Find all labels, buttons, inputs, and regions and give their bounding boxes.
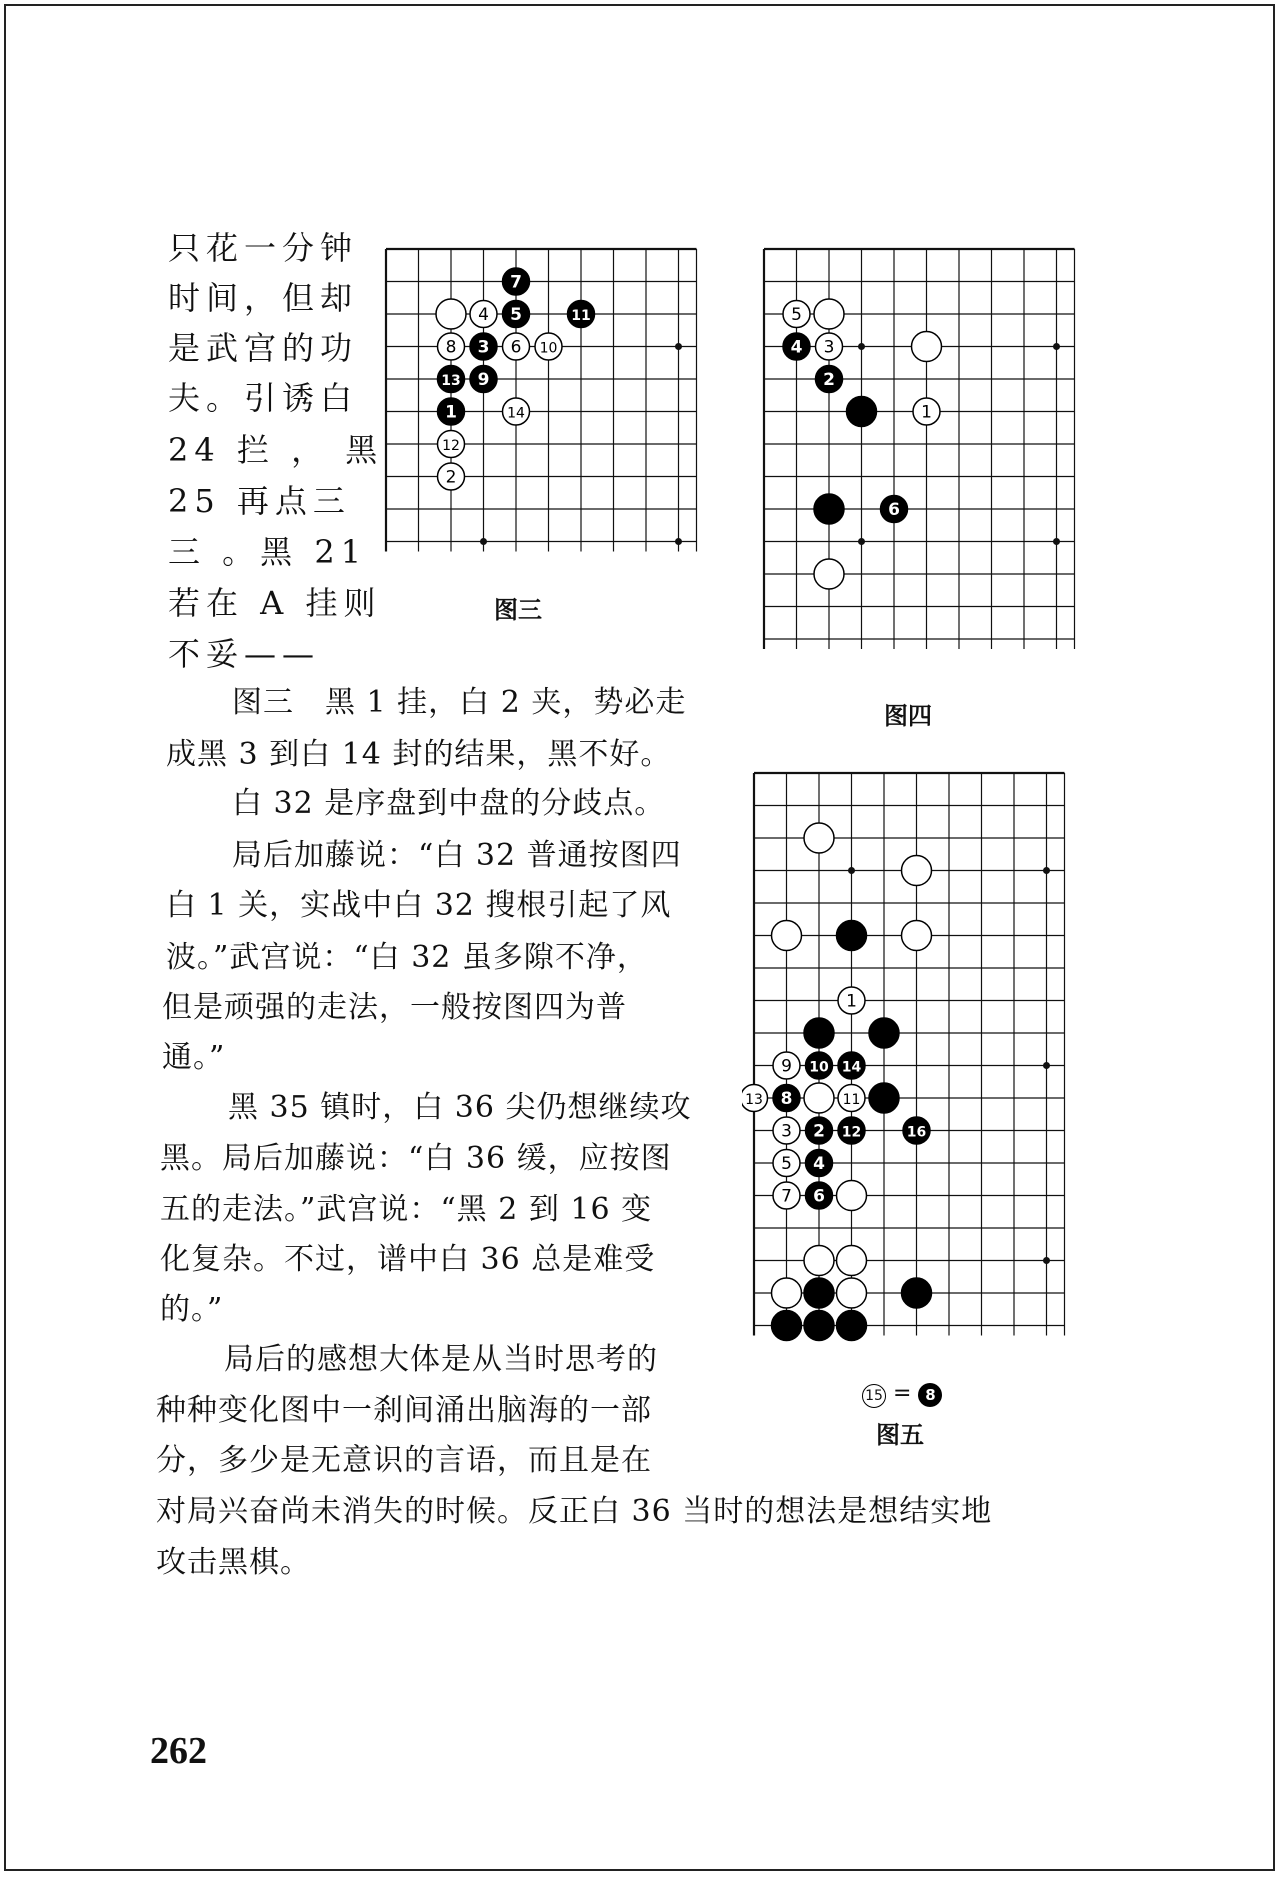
white-stone-disc	[837, 1181, 867, 1211]
star-point	[480, 538, 487, 545]
body-line: 种种变化图中一刹间涌出脑海的一部	[156, 1393, 652, 1428]
body-line: 黑 35 镇时，白 36 尖仍想继续攻	[228, 1090, 692, 1125]
move-number: 4	[478, 305, 489, 325]
body-line: 分，多少是无意识的言语，而且是在	[156, 1443, 652, 1478]
star-point	[1043, 1062, 1050, 1069]
star-point	[1053, 343, 1060, 350]
black-stone	[806, 1117, 833, 1144]
white-stone	[438, 333, 465, 360]
black-stone	[881, 496, 908, 523]
move-number: 12	[442, 438, 460, 454]
board-grid	[386, 249, 697, 552]
white-stone	[913, 398, 940, 425]
star-point	[675, 538, 682, 545]
move-number: 3	[477, 337, 490, 358]
page-number: 262	[150, 1730, 207, 1772]
move-number: 16	[906, 1124, 927, 1141]
body-line: 的。”	[160, 1292, 224, 1327]
white-stone	[773, 1150, 800, 1177]
white-stone	[503, 398, 530, 425]
narrow-line: 24 拦 ， 黑	[168, 431, 384, 469]
body-line: 波。”武宫说：“白 32 虽多隙不净，	[166, 940, 648, 975]
caption-fig3: 图三	[494, 596, 542, 624]
body-line: 黑。局后加藤说：“白 36 缓，应按图	[160, 1141, 672, 1176]
board-grid	[764, 249, 1075, 649]
white-stone-disc	[902, 856, 932, 886]
white-stone	[912, 332, 942, 362]
black-stone-disc	[772, 1311, 802, 1341]
body-line: 局后的感想大体是从当时思考的	[224, 1342, 658, 1377]
black-stone	[438, 398, 465, 425]
caption-fig4: 图四	[884, 702, 932, 730]
black-stone	[869, 1083, 899, 1113]
narrow-line: 夫。引诱白	[168, 379, 359, 417]
body-line: 攻击黑棋。	[156, 1545, 311, 1580]
body-line: 对局兴奋尚未消失的时候。反正白 36 当时的想法是想结实地	[156, 1494, 993, 1529]
move-number: 10	[539, 340, 558, 357]
body-line: 成黑 3 到白 14 封的结果，黑不好。	[166, 737, 672, 772]
narrow-line: 若在 A 挂则	[168, 584, 382, 622]
move-number: 1	[921, 402, 932, 423]
black-stone	[869, 1018, 899, 1048]
move-number: 2	[445, 467, 457, 488]
black-stone-disc	[804, 1018, 834, 1048]
black-stone	[806, 1052, 833, 1079]
star-point	[848, 867, 855, 874]
body-line: 局后加藤说：“白 32 普通按图四	[232, 838, 682, 873]
black-stone	[503, 268, 530, 295]
black-stone	[568, 301, 595, 328]
caption-fig5: 图五	[876, 1421, 924, 1449]
white-stone	[436, 299, 466, 329]
black-stone	[503, 301, 530, 328]
black-stone	[902, 1278, 932, 1308]
white-stone-disc	[436, 299, 466, 329]
body-line: 通。”	[162, 1040, 226, 1075]
black-stone	[806, 1182, 833, 1209]
white-stone	[838, 1085, 865, 1112]
black-stone	[470, 333, 497, 360]
move-number: 5	[510, 305, 522, 325]
go-diagram-fig4	[758, 244, 1078, 664]
white-stone	[783, 301, 810, 328]
white-stone	[773, 1117, 800, 1144]
white-stone	[772, 921, 802, 951]
narrow-line: 只花一分钟	[168, 229, 359, 267]
move-number: 3	[781, 1121, 792, 1142]
black-stone-label: 8	[918, 1383, 942, 1407]
white-stone-disc	[804, 823, 834, 853]
black-stone-disc	[837, 1311, 867, 1341]
white-stone	[742, 1085, 768, 1112]
narrow-line: 25 再点三	[168, 482, 351, 520]
move-number: 11	[571, 308, 591, 324]
white-stone-disc	[912, 332, 942, 362]
white-stone-disc	[837, 1246, 867, 1276]
black-stone	[470, 366, 497, 393]
black-stone-disc	[869, 1018, 899, 1048]
white-stone	[902, 921, 932, 951]
white-stone	[535, 333, 562, 360]
star-point	[1053, 538, 1060, 545]
move-number: 1	[445, 402, 457, 423]
move-number: 12	[841, 1124, 862, 1141]
white-stone-disc	[804, 1083, 834, 1113]
black-stone	[903, 1117, 930, 1144]
white-stone	[438, 431, 465, 458]
white-stone	[773, 1182, 800, 1209]
white-stone-disc	[814, 299, 844, 329]
move-number: 2	[813, 1121, 825, 1142]
narrow-line: 三 。黑 21	[168, 533, 368, 571]
black-stone-disc	[837, 921, 867, 951]
white-stone-label: 15	[862, 1384, 886, 1408]
go-diagram-fig3	[382, 244, 702, 564]
equals-sign: =	[893, 1381, 912, 1406]
white-stone-disc	[902, 921, 932, 951]
black-stone-disc	[847, 397, 877, 427]
move-number: 7	[510, 272, 522, 293]
body-line: 白 32 是序盘到中盘的分歧点。	[232, 786, 666, 821]
black-stone	[783, 333, 810, 360]
white-stone	[804, 823, 834, 853]
white-stone-disc	[814, 559, 844, 589]
black-stone	[814, 494, 844, 524]
white-stone-disc	[804, 1246, 834, 1276]
move-number: 7	[781, 1186, 792, 1207]
white-stone	[837, 1278, 867, 1308]
move-number: 9	[781, 1056, 792, 1077]
narrow-line: 是武宫的功	[168, 329, 359, 367]
black-stone-disc	[814, 494, 844, 524]
narrow-line: 不妥——	[168, 635, 321, 673]
white-stone	[772, 1278, 802, 1308]
white-stone	[470, 301, 497, 328]
body-line: 五的走法。”武宫说：“黑 2 到 16 变	[160, 1192, 653, 1227]
move-number: 6	[888, 500, 900, 520]
black-stone	[804, 1018, 834, 1048]
black-stone	[773, 1085, 800, 1112]
black-stone	[837, 921, 867, 951]
move-number: 14	[507, 405, 525, 422]
white-stone	[816, 333, 843, 360]
body-line: 图三 黑 1 挂，白 2 夹，势必走	[232, 685, 687, 720]
black-stone	[804, 1311, 834, 1341]
white-stone	[814, 559, 844, 589]
move-number: 6	[510, 337, 522, 358]
move-number: 5	[781, 1154, 792, 1174]
move-number: 10	[809, 1059, 829, 1076]
move-number: 8	[780, 1089, 793, 1109]
move-number: 2	[823, 370, 835, 390]
white-stone	[814, 299, 844, 329]
black-stone-disc	[902, 1278, 932, 1308]
white-stone	[438, 463, 465, 490]
black-stone	[804, 1278, 834, 1308]
black-stone	[772, 1311, 802, 1341]
move-number: 13	[441, 373, 461, 389]
white-stone	[902, 856, 932, 886]
fig5-equivalence-note	[862, 1381, 942, 1408]
narrow-line: 时间，但却	[168, 279, 359, 317]
move-number: 8	[445, 337, 457, 358]
black-stone	[847, 397, 877, 427]
white-stone	[838, 987, 865, 1014]
black-stone	[438, 366, 465, 393]
black-stone	[838, 1052, 865, 1079]
white-stone-disc	[837, 1278, 867, 1308]
go-diagram-fig5	[742, 768, 1072, 1368]
star-point	[858, 343, 865, 350]
move-number: 4	[813, 1154, 825, 1174]
move-number: 3	[823, 337, 835, 358]
white-stone	[837, 1246, 867, 1276]
black-stone	[838, 1117, 865, 1144]
black-stone	[837, 1311, 867, 1341]
move-number: 9	[477, 370, 490, 390]
white-stone	[503, 333, 530, 360]
star-point	[858, 538, 865, 545]
white-stone-disc	[772, 921, 802, 951]
move-number: 5	[791, 305, 802, 325]
black-stone-disc	[869, 1083, 899, 1113]
star-point	[675, 343, 682, 350]
white-stone	[804, 1246, 834, 1276]
black-stone-disc	[804, 1278, 834, 1308]
move-number: 13	[745, 1092, 763, 1108]
black-stone-disc	[804, 1311, 834, 1341]
black-stone	[816, 366, 843, 393]
body-line: 但是顽强的走法，一般按图四为普	[162, 990, 627, 1025]
move-number: 14	[841, 1059, 862, 1076]
body-line: 化复杂。不过，谱中白 36 总是难受	[160, 1242, 656, 1277]
body-line: 白 1 关，实战中白 32 搜根引起了风	[166, 888, 672, 923]
star-point	[1043, 867, 1050, 874]
white-stone	[837, 1181, 867, 1211]
white-stone	[804, 1083, 834, 1113]
move-number: 11	[842, 1092, 861, 1108]
move-number: 4	[790, 337, 803, 358]
white-stone-disc	[772, 1278, 802, 1308]
star-point	[1043, 1257, 1050, 1264]
white-stone	[773, 1052, 800, 1079]
black-stone	[806, 1150, 833, 1177]
move-number: 1	[846, 991, 857, 1012]
move-number: 6	[813, 1186, 825, 1207]
